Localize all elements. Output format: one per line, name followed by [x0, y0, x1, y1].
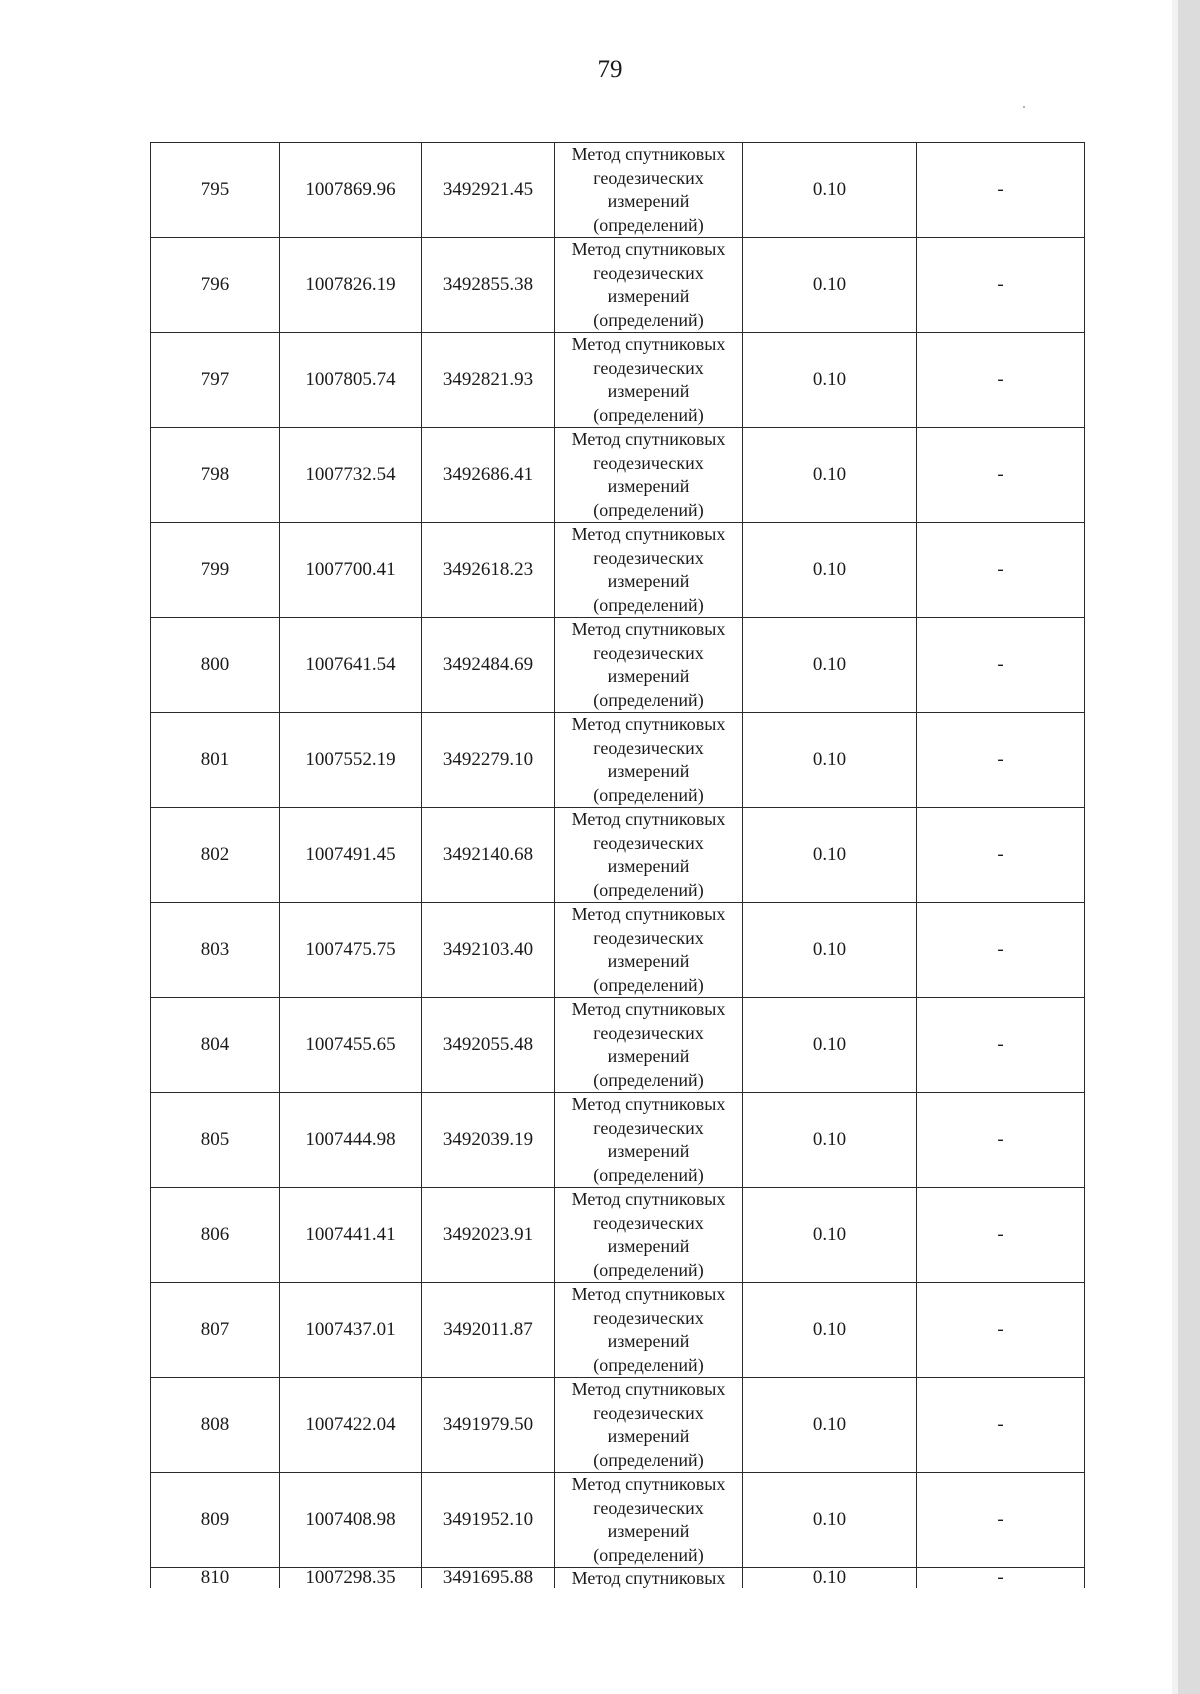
table-row [151, 143, 1085, 238]
y-coordinate-cell: 3492821.93 [422, 333, 555, 428]
accuracy-cell: 0.10 [743, 998, 917, 1093]
method-cell: Метод спутниковых геодезических измерений (определений) [555, 428, 743, 523]
accuracy-cell: 0.10 [743, 1093, 917, 1188]
accuracy-cell: 0.10 [743, 1473, 917, 1568]
x-coordinate-cell: 1007422.04 [280, 1378, 422, 1473]
point-number-cell: 803 [151, 903, 280, 998]
accuracy-cell: 0.10 [743, 143, 917, 238]
note-cell: - [917, 1473, 1085, 1568]
accuracy-cell: 0.10 [743, 618, 917, 713]
x-coordinate-cell: 1007826.19 [280, 238, 422, 333]
point-number-cell: 799 [151, 523, 280, 618]
method-cell: Метод спутниковых геодезических измерений (определений) [555, 808, 743, 903]
method-cell: Метод спутниковых геодезических измерений (определений) [555, 903, 743, 998]
x-coordinate-cell: 1007298.35 [280, 1568, 422, 1589]
method-cell: Метод спутниковых геодезических измерений (определений) [555, 998, 743, 1093]
y-coordinate-cell: 3491695.88 [422, 1568, 555, 1589]
table-row [151, 808, 1085, 903]
method-cell: Метод спутниковых геодезических измерений (определений) [555, 713, 743, 808]
note-cell: - [917, 1568, 1085, 1589]
table-row [151, 1378, 1085, 1473]
x-coordinate-cell: 1007491.45 [280, 808, 422, 903]
point-number-cell: 795 [151, 143, 280, 238]
note-cell: - [917, 333, 1085, 428]
y-coordinate-cell: 3492686.41 [422, 428, 555, 523]
accuracy-cell: 0.10 [743, 428, 917, 523]
y-coordinate-cell: 3492023.91 [422, 1188, 555, 1283]
note-cell: - [917, 713, 1085, 808]
note-cell: - [917, 808, 1085, 903]
y-coordinate-cell: 3492140.68 [422, 808, 555, 903]
scan-speck [1023, 106, 1025, 108]
x-coordinate-cell: 1007444.98 [280, 1093, 422, 1188]
table-row [151, 1188, 1085, 1283]
accuracy-cell: 0.10 [743, 808, 917, 903]
method-cell: Метод спутниковых геодезических измерений (определений) [555, 1378, 743, 1473]
y-coordinate-cell: 3492011.87 [422, 1283, 555, 1378]
note-cell: - [917, 903, 1085, 998]
y-coordinate-cell: 3492039.19 [422, 1093, 555, 1188]
note-cell: - [917, 998, 1085, 1093]
table-row [151, 238, 1085, 333]
method-cell: Метод спутниковых [555, 1568, 743, 1589]
table-row [151, 1473, 1085, 1568]
coordinates-table-body [151, 143, 1085, 1589]
page-edge-shadow [1172, 0, 1178, 1694]
accuracy-cell: 0.10 [743, 713, 917, 808]
accuracy-cell: 0.10 [743, 238, 917, 333]
x-coordinate-cell: 1007455.65 [280, 998, 422, 1093]
x-coordinate-cell: 1007475.75 [280, 903, 422, 998]
note-cell: - [917, 523, 1085, 618]
y-coordinate-cell: 3491952.10 [422, 1473, 555, 1568]
note-cell: - [917, 143, 1085, 238]
y-coordinate-cell: 3492484.69 [422, 618, 555, 713]
point-number-cell: 807 [151, 1283, 280, 1378]
y-coordinate-cell: 3492618.23 [422, 523, 555, 618]
point-number-cell: 802 [151, 808, 280, 903]
method-cell: Метод спутниковых геодезических измерений (определений) [555, 238, 743, 333]
method-cell: Метод спутниковых геодезических измерений (определений) [555, 1283, 743, 1378]
accuracy-cell: 0.10 [743, 523, 917, 618]
note-cell: - [917, 618, 1085, 713]
note-cell: - [917, 1378, 1085, 1473]
y-coordinate-cell: 3492279.10 [422, 713, 555, 808]
y-coordinate-cell: 3492103.40 [422, 903, 555, 998]
y-coordinate-cell: 3492921.45 [422, 143, 555, 238]
note-cell: - [917, 1093, 1085, 1188]
method-cell: Метод спутниковых геодезических измерений (определений) [555, 523, 743, 618]
point-number-cell: 810 [151, 1568, 280, 1589]
accuracy-cell: 0.10 [743, 333, 917, 428]
x-coordinate-cell: 1007552.19 [280, 713, 422, 808]
method-cell: Метод спутниковых геодезических измерений (определений) [555, 1473, 743, 1568]
table-row [151, 618, 1085, 713]
point-number-cell: 806 [151, 1188, 280, 1283]
table-row [151, 523, 1085, 618]
accuracy-cell: 0.10 [743, 903, 917, 998]
x-coordinate-cell: 1007437.01 [280, 1283, 422, 1378]
x-coordinate-cell: 1007732.54 [280, 428, 422, 523]
y-coordinate-cell: 3492055.48 [422, 998, 555, 1093]
method-cell: Метод спутниковых геодезических измерений (определений) [555, 333, 743, 428]
table-row [151, 333, 1085, 428]
x-coordinate-cell: 1007641.54 [280, 618, 422, 713]
x-coordinate-cell: 1007869.96 [280, 143, 422, 238]
table-row [151, 903, 1085, 998]
point-number-cell: 805 [151, 1093, 280, 1188]
table-row [151, 713, 1085, 808]
y-coordinate-cell: 3492855.38 [422, 238, 555, 333]
point-number-cell: 796 [151, 238, 280, 333]
point-number-cell: 808 [151, 1378, 280, 1473]
point-number-cell: 800 [151, 618, 280, 713]
accuracy-cell: 0.10 [743, 1283, 917, 1378]
y-coordinate-cell: 3491979.50 [422, 1378, 555, 1473]
page-number: 79 [597, 56, 623, 83]
x-coordinate-cell: 1007700.41 [280, 523, 422, 618]
method-cell: Метод спутниковых геодезических измерений (определений) [555, 143, 743, 238]
point-number-cell: 798 [151, 428, 280, 523]
note-cell: - [917, 1188, 1085, 1283]
table-row [151, 428, 1085, 523]
table-row [151, 1283, 1085, 1378]
note-cell: - [917, 428, 1085, 523]
method-cell: Метод спутниковых геодезических измерений (определений) [555, 1188, 743, 1283]
x-coordinate-cell: 1007408.98 [280, 1473, 422, 1568]
point-number-cell: 797 [151, 333, 280, 428]
point-number-cell: 809 [151, 1473, 280, 1568]
coordinates-table [150, 142, 1085, 1588]
note-cell: - [917, 238, 1085, 333]
accuracy-cell: 0.10 [743, 1188, 917, 1283]
point-number-cell: 804 [151, 998, 280, 1093]
point-number-cell: 801 [151, 713, 280, 808]
x-coordinate-cell: 1007441.41 [280, 1188, 422, 1283]
accuracy-cell: 0.10 [743, 1568, 917, 1589]
note-cell: - [917, 1283, 1085, 1378]
table-row [151, 1093, 1085, 1188]
method-cell: Метод спутниковых геодезических измерений (определений) [555, 1093, 743, 1188]
table-row [151, 998, 1085, 1093]
table-row-partial [151, 1568, 1085, 1589]
x-coordinate-cell: 1007805.74 [280, 333, 422, 428]
accuracy-cell: 0.10 [743, 1378, 917, 1473]
method-cell: Метод спутниковых геодезических измерений (определений) [555, 618, 743, 713]
